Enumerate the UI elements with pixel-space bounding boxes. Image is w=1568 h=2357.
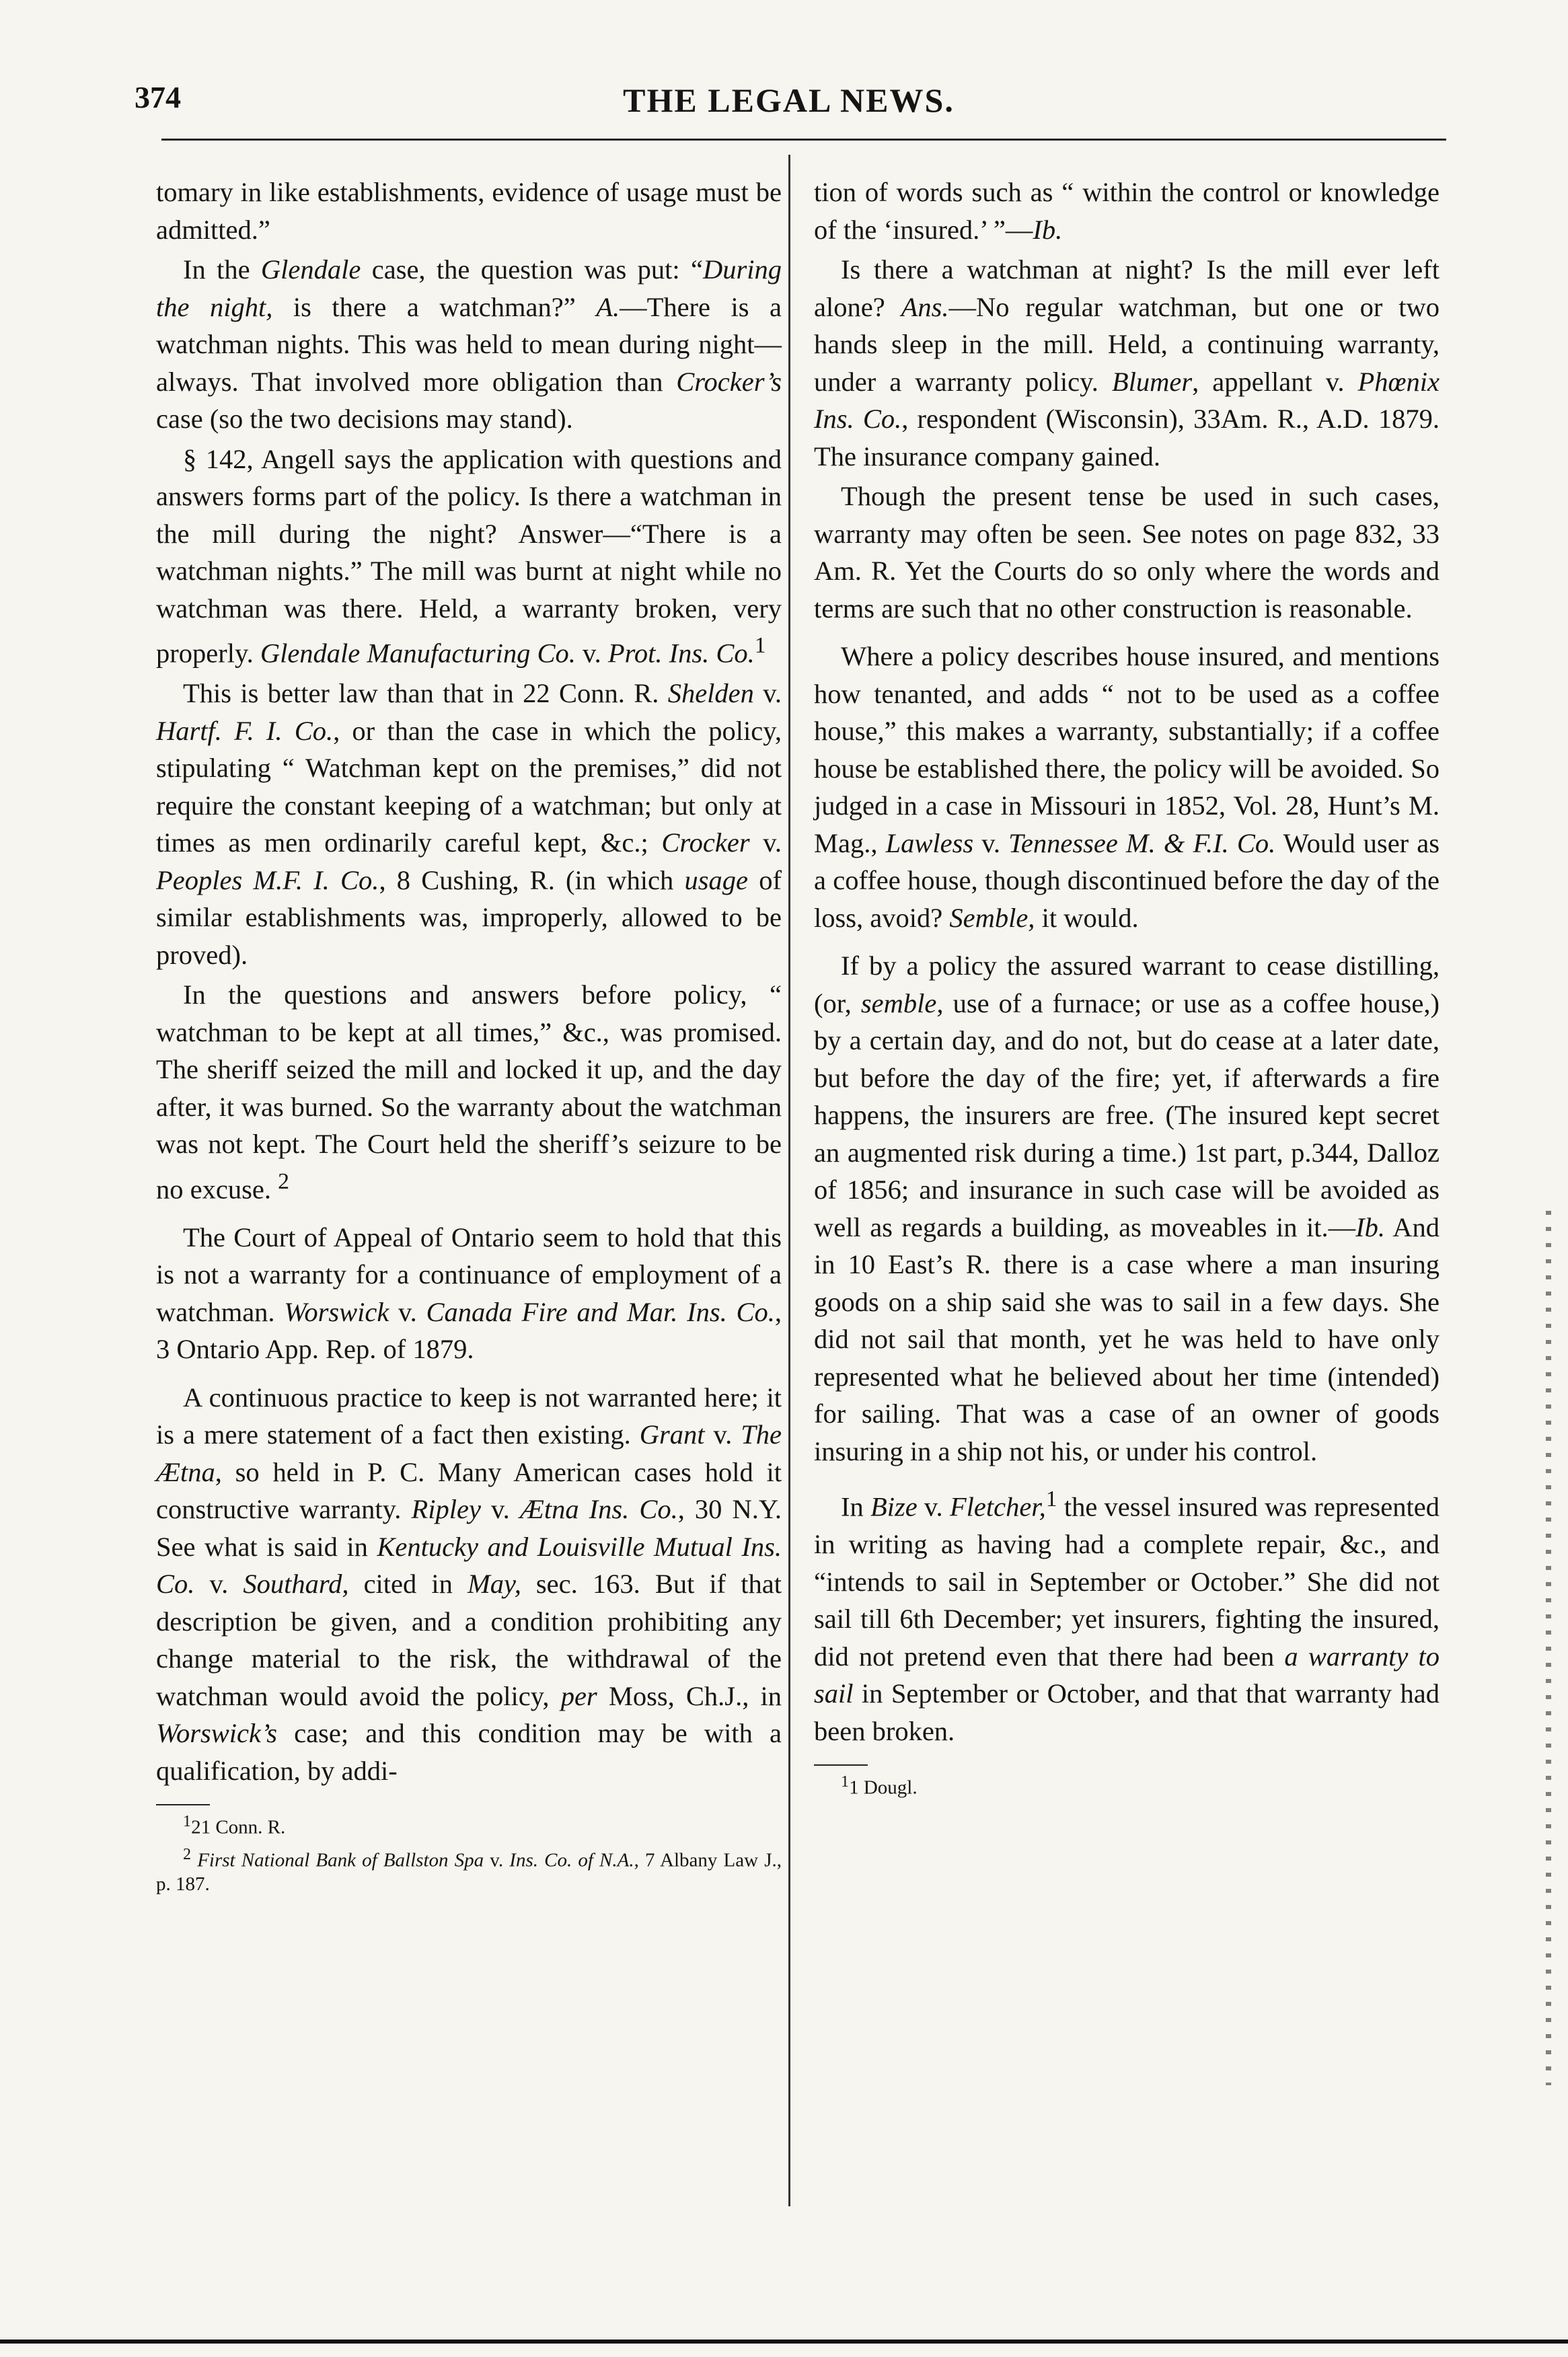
footnote-1: $^1$1 Dougl. [841,1772,918,1799]
left-column [156,174,782,1899]
bottom-edge [0,2340,1568,2344]
footnote-1: $^1$21 Conn. R. [183,1812,286,1838]
paragraph: In the Glendale case, the question was put: “During the night, is there a watchman?” A.—There is a watchman nights. This was held to mean during night—always. That involved more obligation than Crocker’s case (so the two decisions may stand). [156,254,782,434]
header-rule [161,139,1446,141]
paragraph: The Court of Appeal of Ontario seem to hold that this is not a warranty for a continuance of employment of a watchman. Worswick v. Canada Fire and Mar. Ins. Co., 3 Ontario App. Rep. of 1879. [156,1222,782,1364]
footnote-rule [814,1764,868,1766]
page-edge-mark [1546,1211,1551,2085]
paragraph: In the questions and answers before policy, “ watchman to be kept at all times,” &c., was promised. The sheriff seized the mill and locked it up, and the day after, it was burned. So the warranty about the watchman was not kept. The Court held the sheriff’s seizure to be no excuse. $^2$ [156,979,782,1204]
column-divider [788,155,790,2206]
footnote-rule [156,1804,210,1805]
paragraph: A continuous practice to keep is not warranted here; it is a mere statement of a fact then existing. Grant v. The Ætna, so held in P. C. Many American cases hold it constructive warranty. Ripley v. Ætna Ins. Co., 30 N.Y. See what is said in Kentucky and Louisville Mutual Ins. Co. v. Southard, cited in May, sec. 163. But if that description be given, and a condition prohibiting any change material to the risk, the withdrawal of the watchman would avoid the policy, per Moss, Ch.J., in Worswick’s case; and this condition may be with a qualification, by addi- [156,1382,782,1786]
paragraph: tion of words such as “ within the control or knowledge of the ‘insured.’ ”—Ib. [814,177,1440,245]
page-number: 374 [135,80,181,114]
paragraph: Where a policy describes house insured, and mentions how tenanted, and adds “ not to be used as a coffee house,” this makes a warranty, substantially; if a coffee house be established there, the policy will be avoided. So judged in a case in Missouri in 1852, Vol. 28, Hunt’s M. Mag., Lawless v. Tennessee M. & F.I. Co. Would user as a coffee house, though discontinued before the day of the loss, avoid? Semble, it would. [814,641,1440,933]
paragraph: In Bize v. Fletcher,$^1$ the vessel insured was represented in writing as having had a complete repair, &c., and “intends to sail in September or October.” She did not sail till 6th December; yet insurers, fighting the insured, did not pretend even that there had been a warranty to sail in September or October, and that that warranty had been broken. [814,1487,1440,1746]
footnote-ref: 1 [754,633,766,658]
paragraph: Is there a watchman at night? Is the mill ever left alone? Ans.—No regular watchman, but one or two hands sleep in the mill. Held, a continuing warranty, under a warranty policy. Blumer, appellant v. Phœnix Ins. Co., respondent (Wisconsin), 33Am. R., A.D. 1879. The insurance company gained. [814,254,1440,472]
footnote-ref: 2 [278,1168,289,1194]
paragraph: Though the present tense be used in such cases, warranty may often be seen. See notes on page 832, 33 Am. R. Yet the Courts do so only where the words and terms are such that no other construction is reasonable. [814,481,1440,624]
paragraph: § 142, Angell says the application with questions and answers forms part of the policy. Is there a watchman in the mill during the night? Answer—“There is a watchman nights.” The mill was burnt at night while no watchman was there. Held, a warranty broken, very properly. Glendale Manufacturing Co. v. Prot. Ins. Co.$^1$ [156,443,782,669]
footnote-2: $^2$ First National Bank of Ballston Spa v. Ins. Co. of N.A., 7 Albany Law J., p. 187. [156,1844,782,1896]
footnote-ref: 1 [1045,1487,1057,1511]
paragraph: tomary in like establishments, evidence of usage must be admitted.” [156,177,782,245]
paragraph: This is better law than that in 22 Conn. R. Shelden v. Hartf. F. I. Co., or than the case in which the policy, stipulating “ Watchman kept on the premises,” did not require the constant keeping of a watchman; but only at times as men ordinarily careful kept, &c.; Crocker v. Peoples M.F. I. Co., 8 Cushing, R. (in which usage of similar establishments was, improperly, allowed to be proved). [156,678,782,970]
running-title: THE LEGAL NEWS. [623,81,955,119]
paragraph: If by a policy the assured warrant to cease distilling, (or, semble, use of a furnace; or use as a coffee house,) by a certain day, and do not, but do cease at a later date, but before the day of the fire; yet, if afterwards a fire happens, the insurers are free. (The insured kept secret an augmented risk during a time.) 1st part, p.344, Dalloz of 1856; and insurance in such case will be avoided as well as regards a building, as moveables in it.—Ib. And in 10 East’s R. there is a case where a man insuring goods on a ship said she was to sail in a few days. She did not sail that month, yet he was held to have only represented what he believed about her time (intended) for sailing. That was a case of an owner of goods insuring in a ship not his, or under his control. [814,950,1440,1466]
right-column [814,174,1440,1803]
page-header [135,79,1443,140]
